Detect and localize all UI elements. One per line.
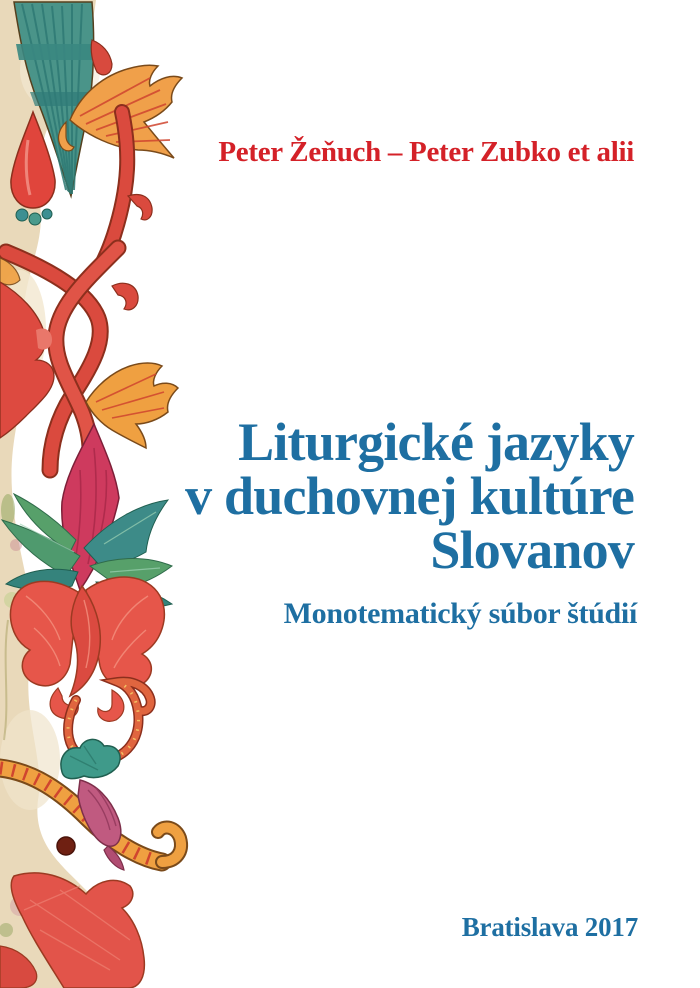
palmette-flower: [11, 577, 165, 721]
imprint-line: Bratislava 2017: [461, 912, 638, 942]
illuminated-floral-border-ornament: [0, 0, 195, 988]
book-title: [185, 412, 634, 580]
title-line-2: v duchovnej kultúre: [185, 466, 634, 526]
author-line: Peter Žeňuch – Peter Zubko et alii: [218, 136, 634, 168]
orange-leaf-mid: [86, 363, 178, 448]
title-line-1: Liturgické jazyky: [238, 412, 634, 472]
subtitle: Monotematický súbor štúdií: [283, 597, 637, 630]
title-line-3: Slovanov: [430, 520, 634, 580]
